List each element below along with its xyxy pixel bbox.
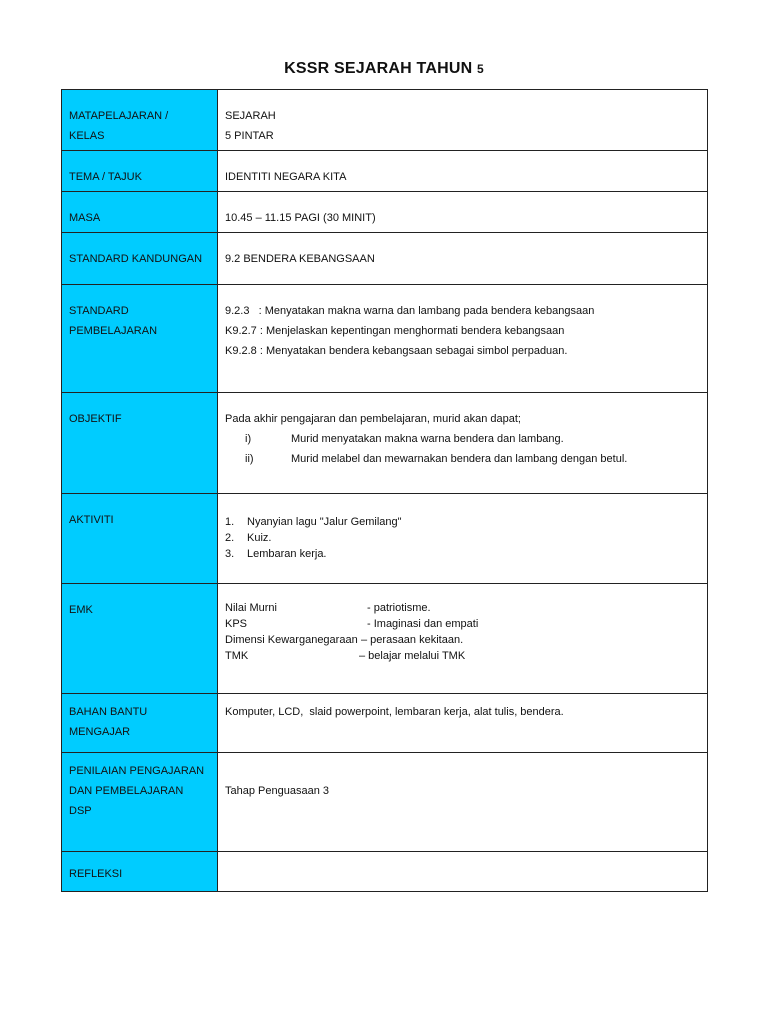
label-cell — [62, 852, 218, 892]
value-cell — [218, 393, 708, 494]
value-cell — [218, 852, 708, 892]
value-subject: SEJARAH — [225, 110, 276, 122]
row-bahan-bantu — [62, 694, 708, 753]
value-tema: IDENTITI NEGARA KITA — [225, 171, 347, 183]
list-item — [225, 530, 700, 546]
label-cell — [62, 393, 218, 494]
list-item — [225, 449, 700, 469]
value-cell — [218, 584, 708, 694]
value-masa: 10.45 – 11.15 PAGI (30 MINIT) — [225, 212, 376, 224]
label-matapelajaran-2: KELAS — [69, 130, 105, 142]
value-cell — [218, 192, 708, 233]
label-refleksi: REFLEKSI — [69, 868, 123, 880]
item-number: 1. — [225, 516, 235, 528]
item-number: i) — [245, 433, 252, 445]
label-emk: EMK — [69, 604, 93, 616]
row-tema — [62, 151, 708, 192]
list-item — [225, 514, 700, 530]
item-text: Murid melabel dan mewarnakan bendera dan lambang dengan betul. — [291, 453, 628, 465]
label-standard-pembelajaran-1: STANDARD — [69, 305, 129, 317]
title-text: KSSR SEJARAH TAHUN — [284, 60, 473, 77]
emk-key: KPS — [225, 618, 248, 630]
emk-key: Nilai Murni — [225, 602, 277, 614]
row-standard-pembelajaran — [62, 285, 708, 393]
row-standard-kandungan — [62, 233, 708, 285]
value-bahan: Komputer, LCD, slaid powerpoint, lembaran kerja, alat tulis, bendera. — [225, 706, 564, 718]
label-masa: MASA — [69, 212, 101, 224]
objektif-intro: Pada akhir pengajaran dan pembelajaran, murid akan dapat; — [225, 413, 521, 425]
label-penilaian-2: DAN PEMBELAJARAN — [69, 785, 184, 797]
label-bahan-1: BAHAN BANTU — [69, 706, 148, 718]
value-cell — [218, 285, 708, 393]
value-cell — [218, 694, 708, 753]
item-text: Nyanyian lagu "Jalur Gemilang" — [247, 516, 402, 528]
lesson-plan-table — [61, 89, 708, 892]
emk-key: Dimensi Kewarganegaraan — [225, 634, 358, 646]
emk-key: TMK — [225, 650, 249, 662]
label-cell — [62, 494, 218, 584]
label-tema: TEMA / TAJUK — [69, 171, 142, 183]
row-objektif — [62, 393, 708, 494]
value-class: 5 PINTAR — [225, 130, 274, 142]
label-standard-pembelajaran-2: PEMBELAJARAN — [69, 325, 158, 337]
label-penilaian-1: PENILAIAN PENGAJARAN — [69, 765, 205, 777]
label-cell — [62, 192, 218, 233]
value-standard-kandungan: 9.2 BENDERA KEBANGSAAN — [225, 253, 375, 265]
list-item — [225, 546, 700, 562]
item-number: 2. — [225, 532, 235, 544]
value-cell — [218, 494, 708, 584]
emk-value: - Imaginasi dan empati — [367, 618, 479, 630]
standard-item: K9.2.7 : Menjelaskan kepentingan menghormati bendera kebangsaan — [225, 325, 565, 337]
standard-item: 9.2.3 : Menyatakan makna warna dan lambang pada bendera kebangsaan — [225, 305, 595, 317]
list-item — [225, 616, 700, 632]
label-cell — [62, 584, 218, 694]
label-penilaian-3: DSP — [69, 805, 92, 817]
list-item — [225, 632, 700, 648]
row-masa — [62, 192, 708, 233]
label-cell — [62, 285, 218, 393]
page-title — [0, 60, 768, 78]
label-cell — [62, 151, 218, 192]
row-penilaian — [62, 753, 708, 852]
list-item — [225, 429, 700, 449]
value-penilaian: Tahap Penguasaan 3 — [225, 785, 329, 797]
emk-value: - patriotisme. — [367, 602, 431, 614]
emk-value: – perasaan kekitaan. — [361, 634, 464, 646]
label-cell — [62, 694, 218, 753]
value-cell — [218, 151, 708, 192]
label-matapelajaran-1: MATAPELAJARAN / — [69, 110, 169, 122]
item-number: 3. — [225, 548, 235, 560]
item-text: Lembaran kerja. — [247, 548, 327, 560]
label-objektif: OBJEKTIF — [69, 413, 122, 425]
item-text: Murid menyatakan makna warna bendera dan lambang. — [291, 433, 564, 445]
list-item — [225, 648, 700, 664]
emk-value: – belajar melalui TMK — [359, 650, 466, 662]
title-number: 5 — [477, 62, 484, 76]
label-standard-kandungan: STANDARD KANDUNGAN — [69, 253, 203, 265]
label-cell — [62, 233, 218, 285]
label-cell — [62, 753, 218, 852]
row-matapelajaran — [62, 90, 708, 151]
label-aktiviti: AKTIVITI — [69, 514, 114, 526]
value-cell — [218, 90, 708, 151]
item-text: Kuiz. — [247, 532, 272, 544]
label-bahan-2: MENGAJAR — [69, 726, 131, 738]
row-refleksi — [62, 852, 708, 892]
list-item — [225, 600, 700, 616]
item-number: ii) — [245, 453, 254, 465]
row-emk — [62, 584, 708, 694]
label-cell — [62, 90, 218, 151]
value-cell — [218, 233, 708, 285]
row-aktiviti — [62, 494, 708, 584]
value-cell — [218, 753, 708, 852]
standard-item: K9.2.8 : Menyatakan bendera kebangsaan sebagai simbol perpaduan. — [225, 345, 568, 357]
